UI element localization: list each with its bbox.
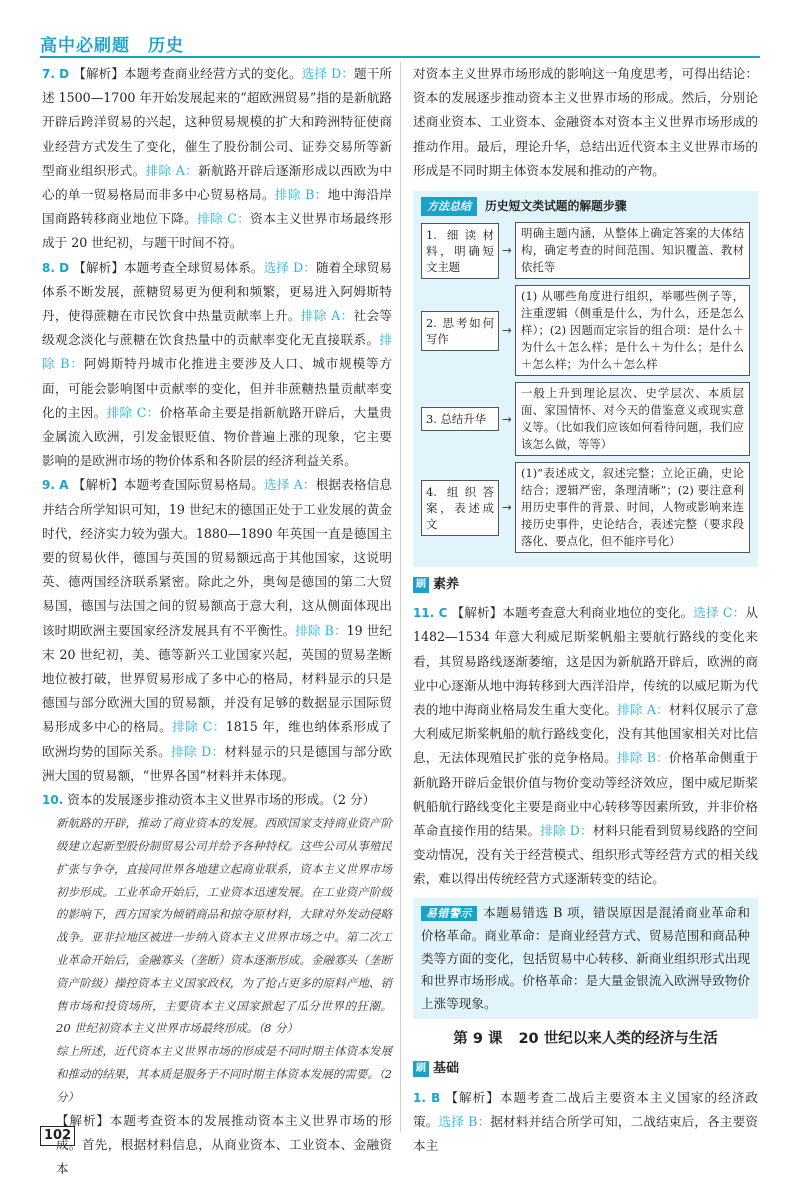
arrow-right-icon: → <box>502 243 512 258</box>
method-step: 3. 总结升华 → 一般上升到理论层次、史学层次、本质层面、家国情怀、对今天的借鉴意义或现实意义等。（比如我们应该如何看待问题，我们应该怎么做，等等） <box>421 382 750 456</box>
left-column <box>42 62 392 1181</box>
lesson-title: 第 9 课 20 世纪以来人类的经济与生活 <box>453 1031 718 1048</box>
answer-7: 7. D 【解析】本题考查商业经营方式的变化。选择 D：题干所述 1500—1700 年开始发展起来的“超欧洲贸易”指的是新航路开辟后跨洋贸易的兴起，这种贸易规模的扩大和跨洲特征使商业经营方式发生了变化，催生了股份制公司、证券交易所等新型商业组织形式。排除 A：新航路开辟后逐渐形成以西欧为中心的单一贸易格局而非多中心贸易格局。排除 B：地中海沿岸国商路转移商业地位下降。排除 C：资本主义世界市场最终形成于 20 世纪初，与题干时间不符。 <box>42 66 393 251</box>
method-step: 4. 组织答案，表述成文 → (1)“表述成文，叙述完整；立论正确，史论结合；逻辑严密，条理清晰”；(2) 要注意利用历史事件的背景、时间，人物或影响来连接历史事件，史论结合，表述完整（要求段落化、要点化，但不能序号化） <box>421 462 750 553</box>
header-rule <box>40 56 760 58</box>
section-heading-suyang: 刷 素养 <box>413 573 758 597</box>
answer-1: 1. B 【解析】本题考查二战后主要资本主义国家的经济政策。选择 B：据材料并结合所学可知，二战结束后，各主要资本主 <box>413 1089 759 1153</box>
column-divider <box>400 62 401 1132</box>
page-number: 102 <box>40 1126 75 1146</box>
method-title: 历史短文类试题的解题步骤 <box>485 199 627 214</box>
error-tag: 易错警示 <box>421 906 477 921</box>
arrow-right-icon: → <box>502 323 512 338</box>
error-warning-box: 易错警示 本题易错选 B 项，错误原因是混淆商业革命和价格革命。商业革命：是商业经营方式、贸易范围和商品种类等方面的变化，包括贸易中心转移、新商业组织形式出现和世界市场形成。价格革命：是大量金银流入欧洲导致物价上涨等现象。 <box>413 898 758 1020</box>
brush-icon: 刷 <box>413 1061 429 1077</box>
brush-icon: 刷 <box>413 577 429 593</box>
method-summary-box <box>413 191 758 567</box>
section-heading-jichu: 刷 基础 <box>413 1057 758 1081</box>
book-title: 高中必刷题 <box>40 36 130 56</box>
arrow-right-icon: → <box>502 411 512 426</box>
right-column <box>413 62 758 1158</box>
page-header <box>40 31 184 56</box>
handwritten-conclusion: 综上所述，近代资本主义世界市场的形成是不同时期主体资本发展和推动的结果，其本质是服务于不同时期主体资本发展的需要。（2 分） <box>56 1044 392 1104</box>
arrow-right-icon: → <box>502 500 512 515</box>
handwritten-answer: 新航路的开辟，推动了商业资本的发展。西欧国家支持商业资产阶级建立起新型股份制贸易公司并给予各种特权。这些公司从事殖民扩张与争夺，直接同世界各地建立起商业联系，资本主义世界市场初步形成。工业革命开始后，工业资本迅速发展。在工业资产阶级的影响下，西方国家为倾销商品和掠夺原材料，大肆对外发动侵略战争。亚非拉地区被进一步纳入资本主义世界市场之中。第二次工业革命开始后，金融寡头（垄断）资本逐渐形成。金融寡头（垄断资产阶级）操控资本主义国家政权，为了抢占更多的原料产地、销售市场和投资场所，主要资本主义国家掀起了瓜分世界的狂潮。20 世纪初资本主义世界市场最终形成。（8 分） <box>56 816 392 1036</box>
method-step: 2. 思考如何写作 → (1) 从哪些角度进行组织，举哪些例子等，注重逻辑（侧重是什么，为什么，还是怎么样）；(2) 因题而定宗旨的组合项：是什么＋为什么＋怎么样；是什么＋为什么；是什么＋怎么样；为什么＋怎么样 <box>421 285 750 376</box>
answer-10-continued: 对资本主义世界市场形成的影响这一角度思考，可得出结论：资本的发展逐步推动资本主义世界市场的形成。然后，分别论述商业资本、工业资本、金融资本对资本主义世界市场形成的推动作用。最后，理论升华，总结出近代资本主义世界市场的形成是不同时期主体资本发展和推动的产物。 <box>413 66 758 178</box>
answer-9: 9. A 【解析】本题考查国际贸易格局。选择 A：根据表格信息并结合所学知识可知，19 世纪末的德国正处于工业发展的黄金时代，经济实力较为强大。1880—1890 年英国一直是德国主要的贸易伙伴，德国与英国的贸易额远高于其他国家，这说明英、德两国经济联系紧密。除此之外，奥匈是德国的第二大贸易国，德国与法国之间的贸易额高于意大利，这从侧面体现出该时期欧洲主要国家经济发展具有不平衡性。排除 B：19 世纪末 20 世纪初，美、德等新兴工业国家兴起，英国的贸易垄断地位被打破，世界贸易形成了多中心的格局，材料显示的只是德国与部分欧洲大国的贸易额，并没有足够的数据显示国际贸易形成多中心的格局。排除 C：1815 年，维也纳体系形成了欧洲均势的国际关系。排除 D：材料显示的只是德国与部分欧洲大国的贸易额，“世界各国”材料并未体现。 <box>42 477 393 783</box>
subject-title: 历史 <box>148 36 184 56</box>
answer-10: 10. 资本的发展逐步推动资本主义世界市场的形成。（2 分） <box>42 792 376 808</box>
answer-8: 8. D 【解析】本题考查全球贸易体系。选择 D：随着全球贸易体系不断发展，蔗糖贸易更为便利和频繁，更易进入阿姆斯特丹，使得蔗糖在市民饮食中热量贡献率上升。排除 A：社会等级观念淡化与蔗糖在饮食热量中的贡献率变化无直接联系。排除 B：阿姆斯特丹城市化推进主要涉及人口、城市规模等方面，可能会影响图中贡献率的变化，但并非蔗糖热量贡献率变化的主因。排除 C：价格革命主要是指新航路开辟后，大量贵金属流入欧洲，引发金银贬值、物价普遍上涨的现象，它主要影响的是欧洲市场的物价体系和各阶层的经济利益关系。 <box>42 259 393 469</box>
method-tag: 方法总结 <box>421 197 477 216</box>
answer-10-analysis: 【解析】本题考查资本的发展推动资本主义世界市场的形成。首先，根据材料信息，从商业资本、工业资本、金融资本 <box>56 1112 392 1177</box>
answer-11: 11. C 【解析】本题考查意大利商业地位的变化。选择 C：从 1482—1534 年意大利威尼斯桨帆船主要航行路线的变化来看，其贸易路线逐渐萎缩，这是因为新航路开辟后，欧洲的商业中心逐渐从地中海转移到大西洋沿岸，传统的以威尼斯为代表的地中海商业格局发生重大变化。排除 A：材料仅展示了意大利威尼斯桨帆船的航行路线变化，没有其他国家相关对比信息，无法体现殖民扩张的竞争格局。排除 B：价格革命侧重于新航路开辟后金银价值与物价变动等经济效应，图中威尼斯桨帆船航行路线变化主要是商业中心转移等因素所致，并非价格革命直接作用的结果。排除 D：材料只能看到贸易线路的空间变动情况，没有关于经营模式、组织形式等经营方式的相关线索，难以得出传统经营方式逐渐转变的结论。 <box>413 605 759 887</box>
method-step: 1. 细读材料，明确短文主题 → 明确主题内涵，从整体上确定答案的大体结构，确定考查的时间范围、知识覆盖、教材依托等 <box>421 222 750 279</box>
